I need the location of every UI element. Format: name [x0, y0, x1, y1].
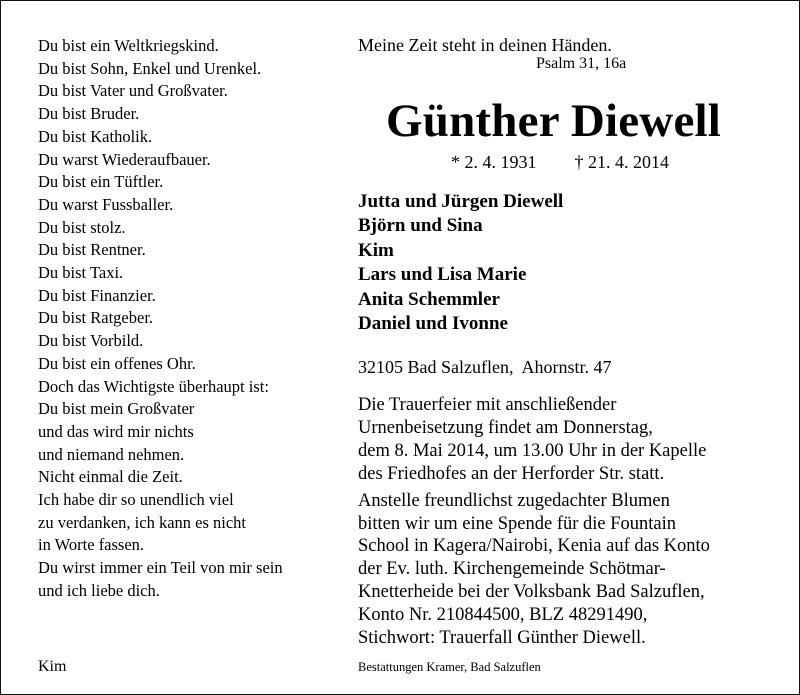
mourner-name: Lars und Lisa Marie [358, 264, 527, 286]
poem-line: Du bist Sohn, Enkel und Urenkel. [38, 58, 262, 78]
death-date: † 21. 4. 2014 [574, 152, 669, 172]
poem-line: Du bist Bruder. [38, 104, 140, 124]
mourner-name: Jutta und Jürgen Diewell [358, 191, 564, 212]
service-line: des Friedhofes an der Herforder Str. statt. [358, 463, 665, 484]
service-line: Die Trauerfeier mit anschließender [358, 395, 617, 415]
poem-line: Du bist ein Weltkriegskind. [38, 36, 219, 55]
service-info [358, 394, 788, 650]
life-dates [451, 151, 669, 173]
mourner-name: Björn und Sina [358, 215, 483, 237]
mourner-name: Daniel und Ivonne [358, 313, 508, 335]
donation-line: bitten wir um eine Spende für die Fountain [358, 513, 677, 534]
donation-line: Stichwort: Trauerfall Günther Diewell. [358, 628, 646, 649]
donation-line: der Ev. luth. Kirchengemeinde Schötmar- [358, 559, 666, 580]
poem-line: und das wird mir nichts [38, 421, 194, 441]
poem-line: Du bist Vorbild. [38, 331, 144, 351]
poem-line: Du bist Katholik. [38, 126, 153, 146]
poem-line: Du bist stolz. [38, 217, 126, 237]
poem-line: Du bist Vater und Großvater. [38, 81, 228, 101]
service-line: Urnenbeisetzung findet am Donnerstag, [358, 417, 653, 438]
poem-line: in Worte fassen. [38, 535, 145, 555]
donation-line: Konto Nr. 210844500, BLZ 48291490, [358, 605, 648, 626]
donation-line: Anstelle freundlichst zugedachter Blumen [358, 490, 670, 511]
poem-line: und ich liebe dich. [38, 580, 160, 600]
poem-line: Nicht einmal die Zeit. [38, 467, 183, 487]
poem-signature: Kim [38, 658, 67, 675]
undertaker-credit: Bestattungen Kramer, Bad Salzuflen [358, 660, 541, 674]
psalm-reference: Psalm 31, 16a [536, 55, 627, 72]
poem-line: Du bist Finanzier. [38, 285, 156, 305]
mourner-name: Anita Schemmler [358, 288, 500, 310]
birth-date: * 2. 4. 1931 [451, 152, 537, 172]
poem-line: Du bist Rentner. [38, 240, 146, 260]
poem-line: Du bist Taxi. [38, 263, 124, 283]
poem-line: zu verdanken, ich kann es nicht [38, 512, 247, 532]
service-line: dem 8. Mai 2014, um 13.00 Uhr in der Kapelle [358, 440, 707, 461]
poem-line: Du bist ein Tüftler. [38, 172, 164, 192]
poem-line: Doch das Wichtigste überhaupt ist: [38, 376, 269, 396]
family-address: 32105 Bad Salzuflen, Ahornstr. 47 [358, 357, 612, 377]
poem-line: und niemand nehmen. [38, 444, 185, 464]
mourners-list [358, 190, 563, 336]
poem-line: Ich habe dir so unendlich viel [38, 490, 234, 510]
poem-line: Du bist Ratgeber. [38, 308, 154, 328]
psalm-quote: Meine Zeit steht in deinen Händen. [358, 35, 612, 55]
poem-line: Du bist ein offenes Ohr. [38, 353, 196, 373]
donation-line: Knetterheide bei der Volksbank Bad Salzuflen, [358, 582, 705, 603]
poem [38, 35, 338, 603]
deceased-name: Günther Diewell [386, 95, 722, 147]
poem-line: Du bist mein Großvater [38, 399, 195, 419]
mourner-name: Kim [358, 239, 394, 261]
poem-line: Du warst Fussballer. [38, 194, 174, 214]
poem-line: Du warst Wiederaufbauer. [38, 149, 211, 169]
poem-line: Du wirst immer ein Teil von mir sein [38, 558, 283, 578]
donation-line: School in Kagera/Nairobi, Kenia auf das Konto [358, 536, 710, 557]
